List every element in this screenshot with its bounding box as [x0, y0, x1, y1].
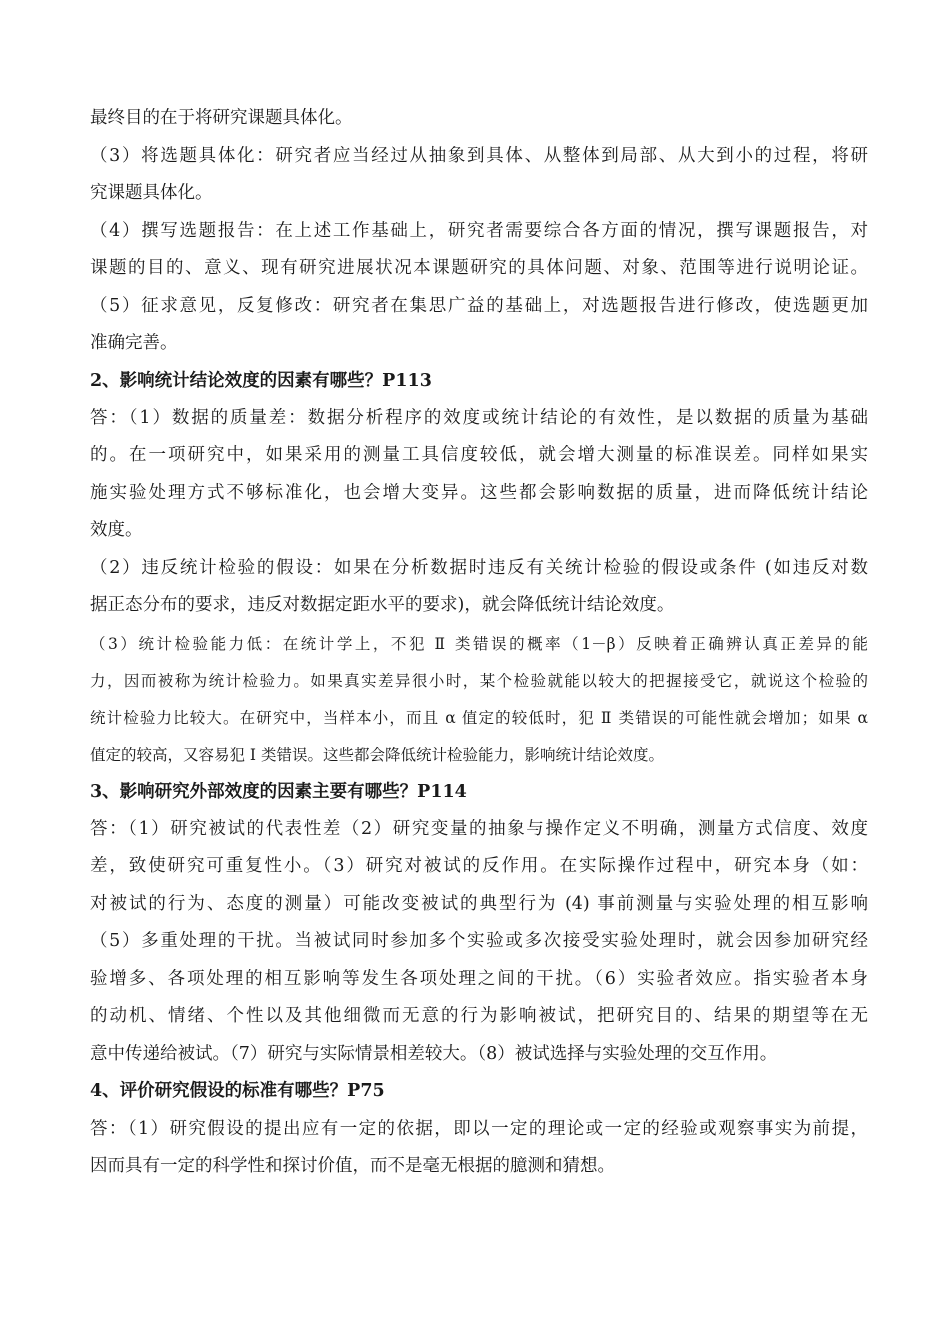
- text-line: 答：（1）研究假设的提出应有一定的依据，即以一定的理论或一定的经验或观察事实为前提，: [90, 1119, 868, 1139]
- text-line: 意中传递给被试。（7）研究与实际情景相差较大。（8）被试选择与实验处理的交互作用。: [90, 1044, 778, 1064]
- text-line: （4）撰写选题报告：在上述工作基础上，研究者需要综合各方面的情况，撰写课题报告，对: [90, 221, 868, 241]
- text-line: 验增多、各项处理的相互影响等发生各项处理之间的干扰。（6）实验者效应。指实验者本身: [90, 969, 868, 989]
- text-line: 最终目的在于将研究课题具体化。: [90, 108, 353, 128]
- text-line: 的。在一项研究中，如果采用的测量工具信度较低，就会增大测量的标准误差。同样如果实: [90, 445, 868, 465]
- text-line: （5）征求意见，反复修改：研究者在集思广益的基础上，对选题报告进行修改，使选题更加: [90, 296, 868, 316]
- text-line: 效度。: [90, 520, 143, 540]
- text-line: 准确完善。: [90, 333, 178, 353]
- text-line: 答：（1）数据的质量差：数据分析程序的效度或统计结论的有效性，是以数据的质量为基础: [90, 408, 868, 428]
- section-heading: 4、评价研究假设的标准有哪些？P75: [90, 1081, 385, 1101]
- text-line: 力，因而被称为统计检验力。如果真实差异很小时，某个检验就能以较大的把握接受它，就说这个检验的: [90, 672, 868, 690]
- text-line: 因而具有一定的科学性和探讨价值，而不是毫无根据的臆测和猜想。: [90, 1156, 615, 1176]
- text-line: （3）统计检验能力低：在统计学上，不犯 Ⅱ 类错误的概率（1－β）反映着正确辨认真正差异的能: [90, 635, 868, 653]
- text-line: （3）将选题具体化：研究者应当经过从抽象到具体、从整体到局部、从大到小的过程，将研: [90, 146, 868, 166]
- text-line: 统计检验力比较大。在研究中，当样本小，而且 α 值定的较低时，犯 Ⅱ 类错误的可能性就会增加；如果 α: [90, 709, 868, 727]
- text-line: 究课题具体化。: [90, 183, 213, 203]
- text-line: 对被试的行为、态度的测量）可能改变被试的典型行为 (4) 事前测量与实验处理的相互影响: [90, 894, 868, 914]
- text-line: 课题的目的、意义、现有研究进展状况本课题研究的具体问题、对象、范围等进行说明论证。: [90, 258, 868, 278]
- text-line: 差，致使研究可重复性小。（3）研究对被试的反作用。在实际操作过程中，研究本身（如：: [90, 856, 868, 876]
- text-line: 据正态分布的要求，违反对数据定距水平的要求)，就会降低统计结论效度。: [90, 595, 675, 615]
- text-line: 答：（1）研究被试的代表性差（2）研究变量的抽象与操作定义不明确，测量方式信度、效度: [90, 819, 868, 839]
- section-heading: 2、影响统计结论效度的因素有哪些？P113: [90, 371, 432, 391]
- text-line: （5）多重处理的干扰。当被试同时参加多个实验或多次接受实验处理时，就会因参加研究经: [90, 931, 868, 951]
- text-line: 值定的较高，又容易犯 Ⅰ 类错误。这些都会降低统计检验能力，影响统计结论效度。: [90, 746, 664, 764]
- text-line: 的动机、情绪、个性以及其他细微而无意的行为影响被试，把研究目的、结果的期望等在无: [90, 1006, 868, 1026]
- text-line: 施实验处理方式不够标准化，也会增大变异。这些都会影响数据的质量，进而降低统计结论: [90, 483, 868, 503]
- text-line: （2）违反统计检验的假设：如果在分析数据时违反有关统计检验的假设或条件 (如违反对数: [90, 558, 868, 578]
- section-heading: 3、影响研究外部效度的因素主要有哪些？P114: [90, 782, 467, 802]
